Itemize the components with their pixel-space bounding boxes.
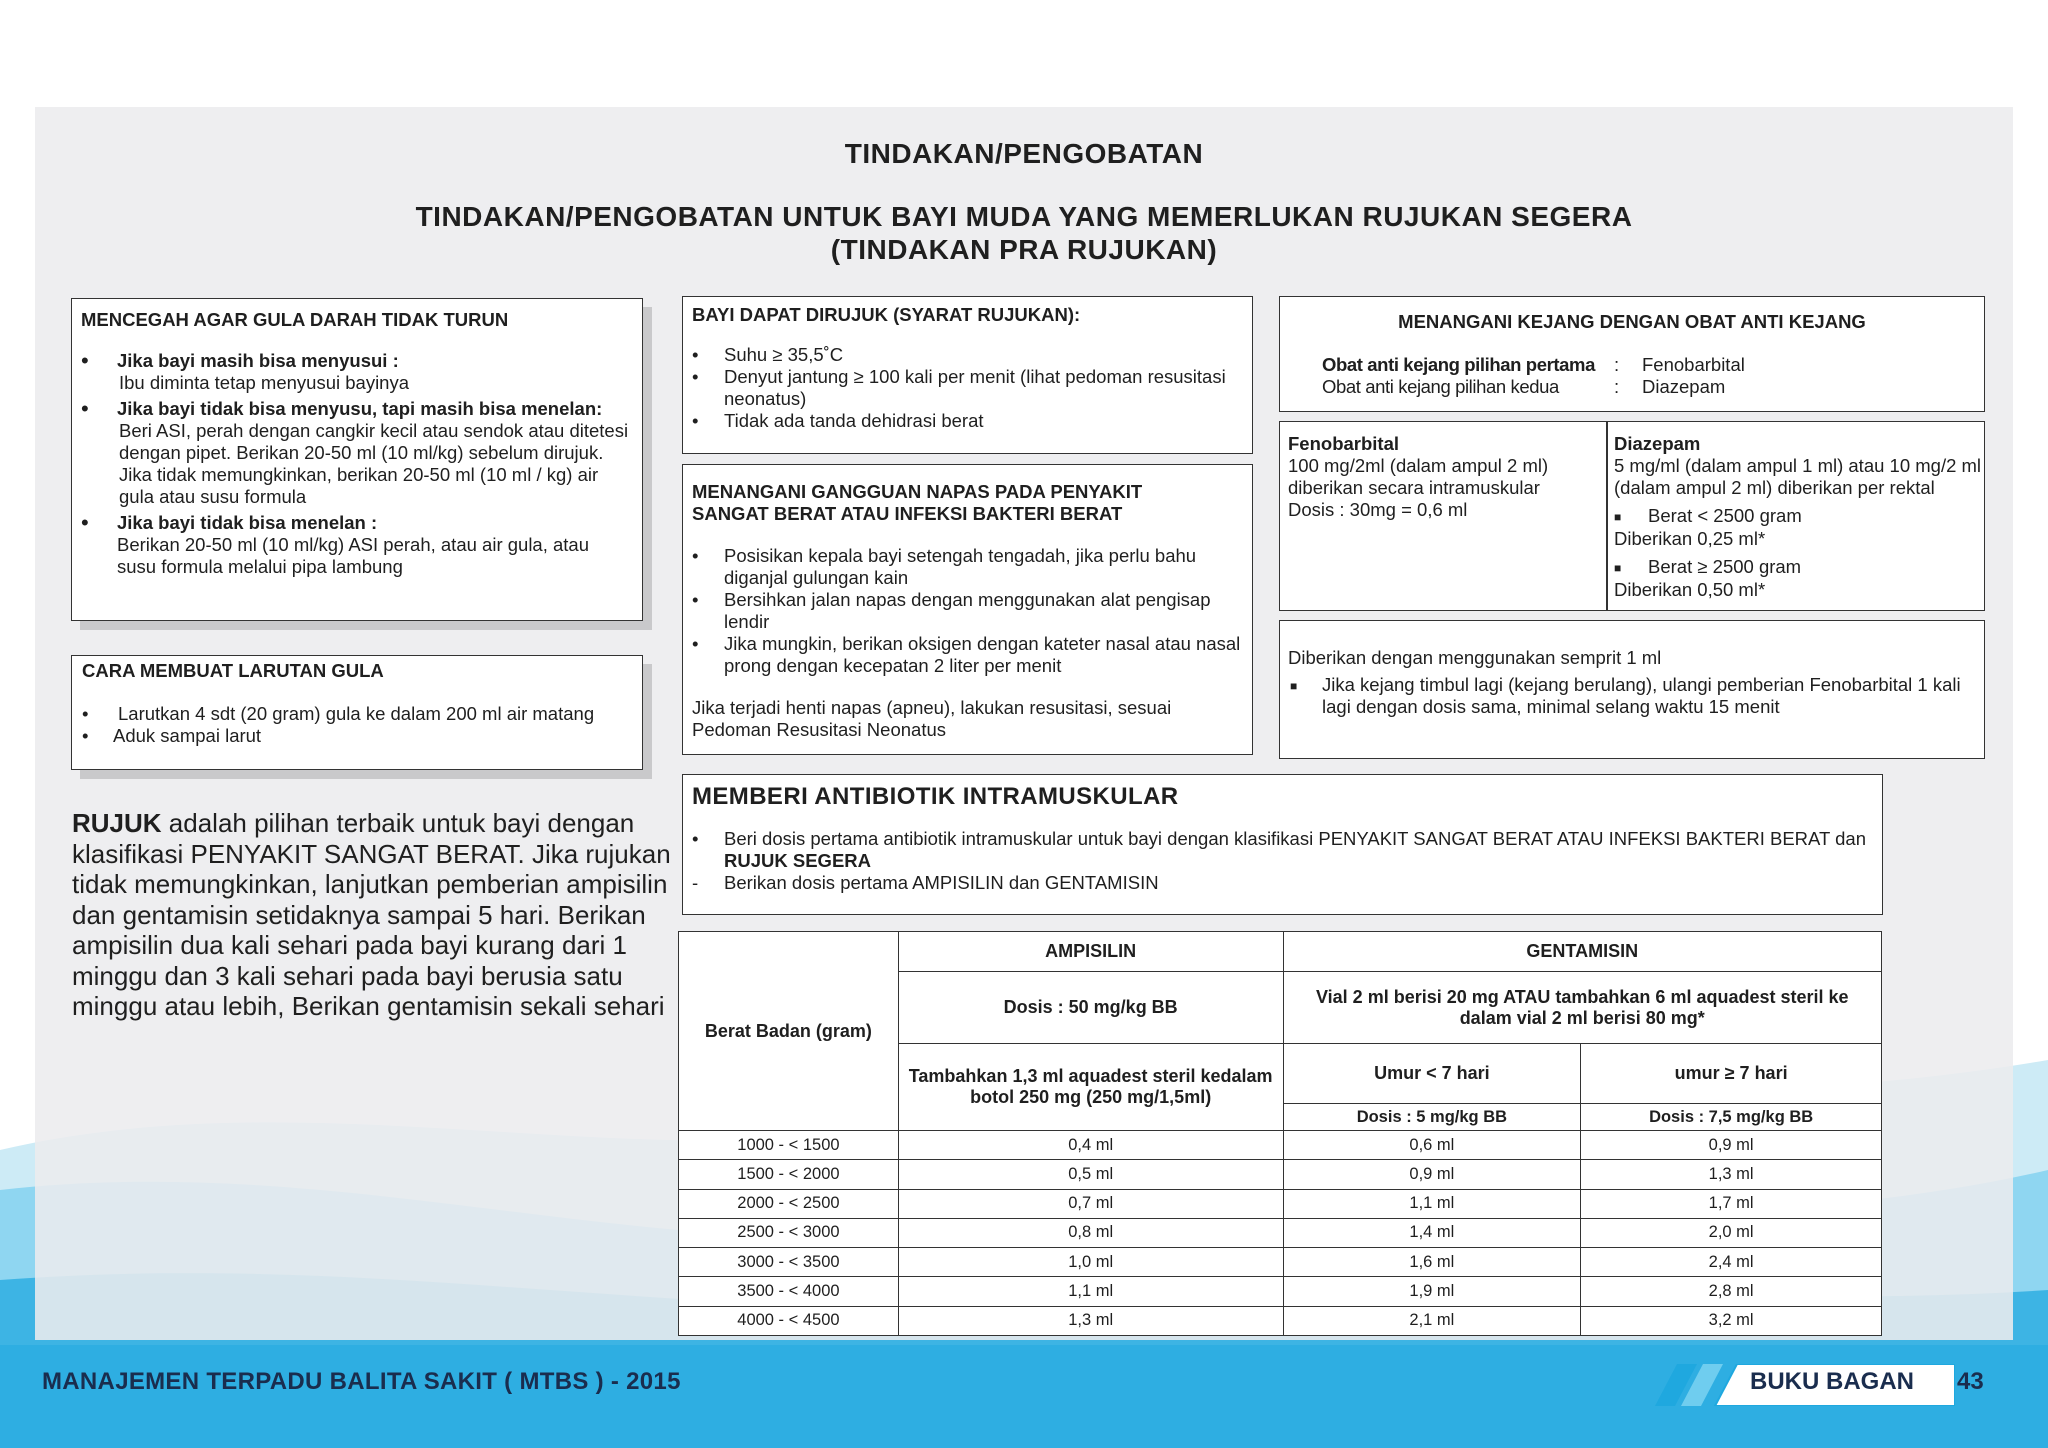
ampisilin-header: AMPISILIN — [898, 932, 1283, 972]
larutan-gula-box — [71, 655, 643, 770]
table-row: 3500 - < 4000 1,1 ml 1,9 ml 2,8 ml — [679, 1277, 1882, 1306]
rujuk-bold: RUJUK — [72, 808, 162, 838]
fenobarbital-section: Fenobarbital 100 mg/2ml (dalam ampul 2 ml) diberikan secara intramuskular Dosis : 30mg = 0,6 ml — [1288, 433, 1598, 521]
semprit-line: Diberikan dengan menggunakan semprit 1 ml — [1288, 647, 1662, 668]
gangguan-napas-box — [682, 464, 1253, 755]
berat-header: Berat Badan (gram) — [679, 932, 899, 1131]
kejang-row1-label: Obat anti kejang pilihan pertama — [1322, 354, 1595, 375]
subtitle-line-2: (TINDAKAN PRA RUJUKAN) — [830, 234, 1218, 265]
item-text: Ibu diminta tetap menyusui bayinya — [119, 372, 410, 393]
antibiotik-heading: MEMBERI ANTIBIOTIK INTRAMUSKULAR — [692, 783, 1179, 810]
list-item: ■ Jika kejang timbul lagi (kejang berulang), ulangi pemberian Fenobarbital 1 kali lagi dengan dosis sama, minimal selang waktu 15 menit — [1290, 674, 1961, 717]
list-item: • Bersihkan jalan napas dengan menggunakan alat pengisap lendir — [692, 589, 1211, 632]
diaz-heading: Diazepam — [1614, 433, 1701, 454]
kejang-row2-label: Obat anti kejang pilihan kedua — [1322, 376, 1559, 397]
list-item: • Jika bayi tidak bisa menelan : Berikan 20-50 ml (10 ml/kg) ASI perah, atau air gula, atau susu formula melalui pipa lambung — [81, 512, 632, 578]
item-title: Jika bayi tidak bisa menyusu, tapi masih bisa menelan: — [117, 398, 603, 419]
ampisilin-tambah: Tambahkan 1,3 ml aquadest steril kedalam botol 250 mg (250 mg/1,5ml) — [898, 1044, 1283, 1131]
list-item: • Suhu ≥ 35,5˚C — [692, 344, 844, 365]
table-row: 1500 - < 2000 0,5 ml 0,9 ml 1,3 ml — [679, 1160, 1882, 1189]
dosis-lt7: Dosis : 5 mg/kg BB — [1283, 1104, 1581, 1131]
kejang-row2-value: Diazepam — [1642, 376, 1726, 397]
larutan-heading: CARA MEMBUAT LARUTAN GULA — [82, 660, 384, 681]
kejang-row1-value: Fenobarbital — [1642, 354, 1745, 375]
gentamisin-header: GENTAMISIN — [1283, 932, 1881, 972]
page-title: TINDAKAN/PENGOBATAN — [844, 138, 1204, 169]
dose-table — [678, 931, 1882, 1336]
ampisilin-dosis: Dosis : 50 mg/kg BB — [898, 972, 1283, 1044]
gula-darah-box — [71, 298, 643, 621]
semprit-box — [1279, 620, 1985, 759]
umur-lt7: Umur < 7 hari — [1283, 1044, 1581, 1104]
item-text: Beri ASI, perah dengan cangkir kecil atau sendok atau ditetesi dengan pipet. Berikan 20-50 ml (10 ml/kg) sebelum dirujuk. Jika tidak memungkinkan, berikan 20-50 ml (10 ml / kg) air gula atau susu formula — [119, 420, 629, 507]
table-row: 2000 - < 2500 0,7 ml 1,1 ml 1,7 ml — [679, 1189, 1882, 1218]
page-number: 43 — [1957, 1368, 1984, 1395]
list-item: • Denyut jantung ≥ 100 kali per menit (lihat pedoman resusitasi neonatus) — [692, 366, 1226, 409]
syarat-heading: BAYI DAPAT DIRUJUK (SYARAT RUJUKAN): — [692, 304, 1081, 325]
table-row: 4000 - < 4500 1,3 ml 2,1 ml 3,2 ml — [679, 1306, 1882, 1335]
list-item: - Berikan dosis pertama AMPISILIN dan GENTAMISIN — [692, 872, 1159, 893]
napas-heading-line-2: SANGAT BERAT ATAU INFEKSI BAKTERI BERAT — [692, 503, 1123, 524]
list-item: • Aduk sampai larut — [82, 725, 262, 746]
footer-title: MANAJEMEN TERPADU BALITA SAKIT ( MTBS ) - 2015 — [42, 1368, 681, 1395]
item-title: Jika bayi tidak bisa menelan : — [117, 512, 378, 533]
table-row: 2500 - < 3000 0,8 ml 1,4 ml 2,0 ml — [679, 1218, 1882, 1247]
kejang-heading: MENANGANI KEJANG DENGAN OBAT ANTI KEJANG — [1398, 311, 1866, 332]
list-item: • Jika bayi masih bisa menyusui : Ibu diminta tetap menyusui bayinya — [81, 350, 632, 394]
footer-label: BUKU BAGAN — [1750, 1368, 1914, 1395]
item-title: Jika bayi masih bisa menyusui : — [117, 350, 399, 371]
feno-heading: Fenobarbital — [1288, 433, 1400, 454]
antibiotik-box — [682, 774, 1883, 915]
rujuk-text: adalah pilihan terbaik untuk bayi dengan klasifikasi PENYAKIT SANGAT BERAT. Jika rujukan tidak memungkinkan, lanjutkan pemberian ampisilin dan gentamisin setidaknya sampai 5 hari. Berikan ampisilin dua kali sehari pada bayi kurang dari 1 minggu dan 3 kali sehari pada bayi berusia satu minggu atau lebih, Berikan gentamisin sekali sehari — [72, 808, 671, 1021]
napas-footer: Jika terjadi henti napas (apneu), lakukan resusitasi, sesuai Pedoman Resusitasi Neonatus — [692, 697, 1172, 740]
obat-detail-box — [1279, 421, 1985, 611]
list-item: • Jika bayi tidak bisa menyusu, tapi masih bisa menelan: Beri ASI, perah dengan cangkir kecil atau sendok atau ditetesi dengan pipet. Berikan 20-50 ml (10 ml/kg) sebelum dirujuk. Jika tidak memungkinkan, berikan 20-50 ml (10 ml / kg) air gula atau susu formula — [81, 398, 632, 508]
dosis-ge7: Dosis : 7,5 mg/kg BB — [1581, 1104, 1882, 1131]
kejang-box: MENANGANI KEJANG DENGAN OBAT ANTI KEJANG Obat anti kejang pilihan pertama : Fenobarbital Obat anti kejang pilihan kedua : Diazepam — [1279, 296, 1985, 412]
page-subtitle — [0, 200, 2048, 266]
gentamisin-vial: Vial 2 ml berisi 20 mg ATAU tambahkan 6 ml aquadest steril ke dalam vial 2 ml berisi 80 mg* — [1283, 972, 1881, 1044]
umur-ge7: umur ≥ 7 hari — [1581, 1044, 1882, 1104]
table-row: 1000 - < 1500 0,4 ml 0,6 ml 0,9 ml — [679, 1131, 1882, 1160]
item-text: Berikan 20-50 ml (10 ml/kg) ASI perah, atau air gula, atau susu formula melalui pipa lambung — [117, 534, 590, 577]
list-item: • Tidak ada tanda dehidrasi berat — [692, 410, 984, 431]
list-item: • Jika mungkin, berikan oksigen dengan kateter nasal atau nasal prong dengan kecepatan 2 liter per menit — [692, 633, 1241, 676]
syarat-rujukan-box — [682, 296, 1253, 454]
subtitle-line-1: TINDAKAN/PENGOBATAN UNTUK BAYI MUDA YANG MEMERLUKAN RUJUKAN SEGERA — [415, 201, 1633, 232]
gula-darah-heading: MENCEGAH AGAR GULA DARAH TIDAK TURUN — [81, 309, 509, 330]
rujuk-paragraph — [72, 808, 672, 1022]
table-row: 3000 - < 3500 1,0 ml 1,6 ml 2,4 ml — [679, 1248, 1882, 1277]
list-item: • Beri dosis pertama antibiotik intramuskular untuk bayi dengan klasifikasi PENYAKIT SANGAT BERAT ATAU INFEKSI BAKTERI BERAT dan RUJUK SEGERA — [692, 828, 1866, 871]
list-item: • Larutkan 4 sdt (20 gram) gula ke dalam 200 ml air matang — [82, 703, 595, 724]
napas-heading-line-1: MENANGANI GANGGUAN NAPAS PADA PENYAKIT — [692, 481, 1143, 502]
list-item: • Posisikan kepala bayi setengah tengadah, jika perlu bahu diganjal gulungan kain — [692, 545, 1197, 588]
diazepam-section: Diazepam 5 mg/ml (dalam ampul 1 ml) atau 10 mg/2 ml (dalam ampul 2 ml) diberikan per rektal ■ Berat < 2500 gram Diberikan 0,25 ml* ■ Berat ≥ 2500 gram Diberikan 0,50 ml* — [1614, 433, 1982, 600]
